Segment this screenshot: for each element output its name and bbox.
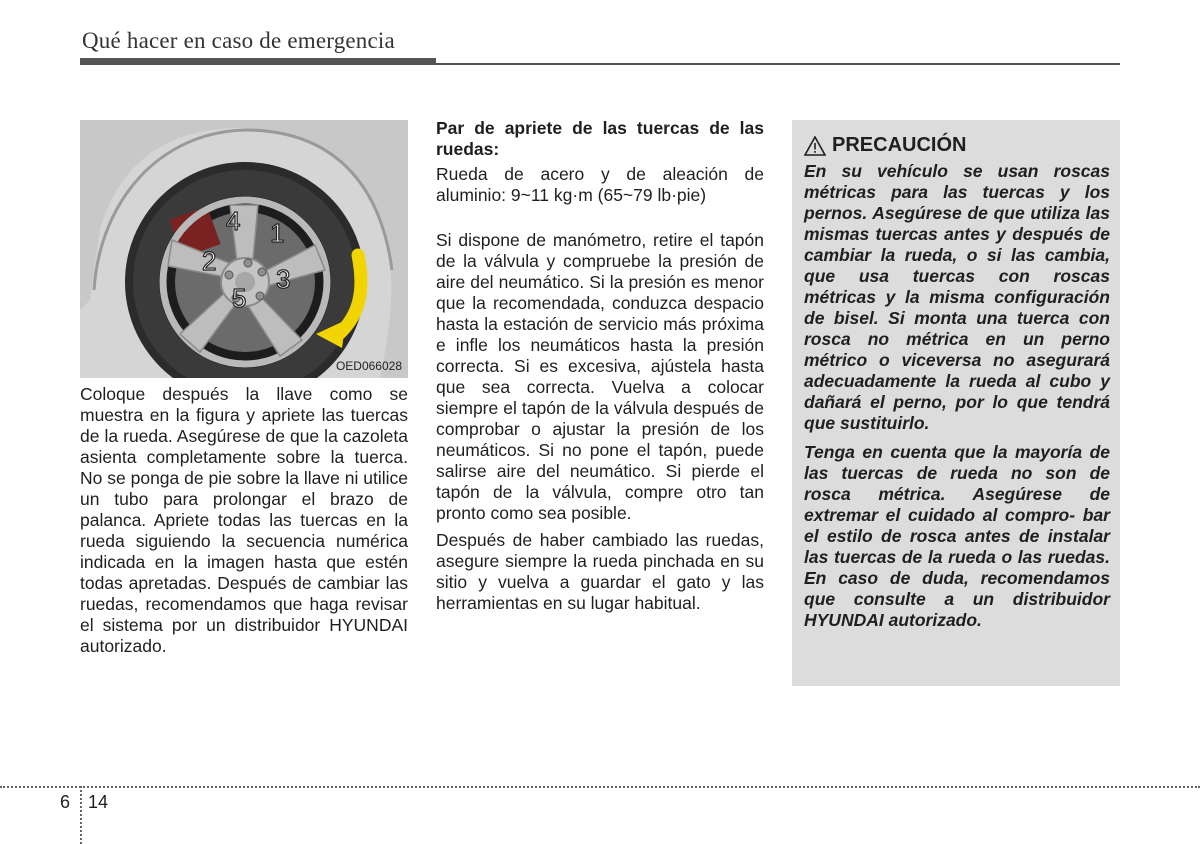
header-rule-thin <box>436 63 1120 65</box>
footer-dotted-rule <box>0 786 1200 788</box>
nut-number-4: 4 <box>226 206 241 236</box>
nut-number-2: 2 <box>202 246 217 276</box>
caution-title: PRECAUCIÓN <box>832 134 967 156</box>
column-left <box>80 384 408 657</box>
nut-number-3: 3 <box>276 264 291 294</box>
tire-pressure-paragraph: Si dispone de manómetro, retire el tapón de la válvula y compruebe la presión de aire del neumático. Si la presión es menor que la recomendada, conduzca despacio hasta la estación de servicio más próxima e infle los neumáticos hasta la presión correcta. Si es excesiva, ajústela hasta que sea correcta. Vuelva a colocar siempre el tapón de la válvula después de comprobar o ajustar la presión de los neumáticos. Si no pone el tapón, puede salirse aire del neumático. Si pierde el tapón de la válvula, compre otro tan pronto como sea posible. <box>436 230 764 523</box>
caution-header <box>804 134 966 157</box>
caution-body <box>804 161 1110 639</box>
column-middle <box>436 118 764 638</box>
figure-code: OED066028 <box>335 359 402 373</box>
caution-box <box>792 120 1120 686</box>
torque-spec: Rueda de acero y de aleación de aluminio: 9~11 kg·m (65~79 lb·pie) <box>436 164 764 205</box>
caution-paragraph-check: Tenga en cuenta que la mayoría de las tuercas de rueda no son de rosca métrica. Asegúrese de extremar el cuidado al compro- bar el estilo de rosca antes de instalar las tuercas de la rueda o las ruedas. En caso de duda, recomendamos que consulte a un distribuidor HYUNDAI autorizado. <box>804 442 1110 630</box>
nut-number-5: 5 <box>232 283 247 313</box>
tighten-instructions: Coloque después la llave como se muestra en la figura y apriete las tuercas de la rueda. Asegúrese de que la cazoleta asienta completamente sobre la tuerca. No se ponga de pie sobre la llave ni utilice un tubo para prolongar el brazo de palanca. Apriete todas las tuercas en la rueda siguiendo la secuencia numérica indicada en la imagen hasta que estén todas apretadas. Después de cambiar las ruedas, recomendamos que haga revisar el sistema por un distribuidor HYUNDAI autorizado. <box>80 384 408 656</box>
chapter-number: 6 <box>60 792 71 812</box>
footer-dotted-divider <box>80 786 82 844</box>
after-change-paragraph: Después de haber cambiado las ruedas, asegure siempre la rueda pinchada en su sitio y vuelva a guardar el gato y las herramientas en su lugar habitual. <box>436 530 764 613</box>
page-number: 14 <box>88 792 109 812</box>
page-header-title: Qué hacer en caso de emergencia <box>82 28 395 53</box>
caution-paragraph-metric: En su vehículo se usan roscas métricas para las tuercas y los pernos. Asegúrese de que utiliza las mismas tuercas antes y después de cambiar la rueda, o si las cambia, que usa tuercas con roscas métricas y la misma configuración de bisel. Si monta una tuerca con rosca no métrica en un perno métrico o viceversa no asegurará adecuadamente la rueda al cubo y dañará el perno, por lo que tendrá que sustituirlo. <box>804 161 1110 433</box>
nut-number-1: 1 <box>270 218 285 248</box>
torque-heading: Par de apriete de las tuercas de las ruedas: <box>436 118 764 159</box>
wheel-figure <box>80 120 408 378</box>
header-rule-thick <box>80 58 436 65</box>
wheel-illustration <box>80 120 408 378</box>
warning-triangle-icon <box>804 136 826 156</box>
